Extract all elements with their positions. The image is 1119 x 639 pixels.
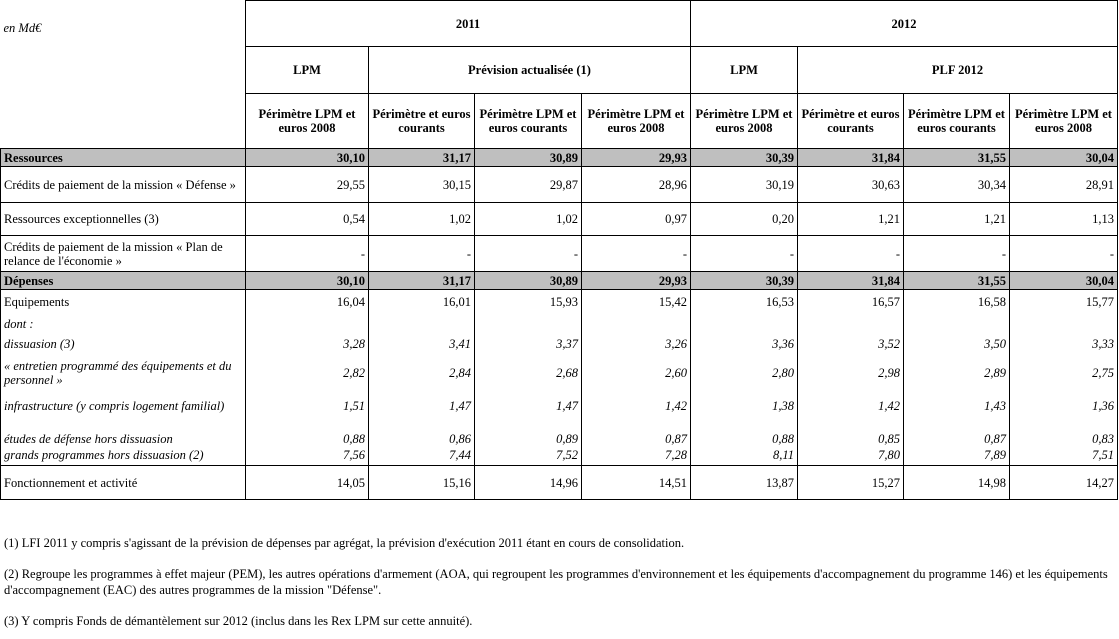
footnote-1: (1) LFI 2011 y compris s'agissant de la prévision de dépenses par agrégat, la prévision d'exécution 2011 étant en cours de consolidation.: [4, 536, 685, 550]
cell: 1,42: [582, 391, 691, 421]
cell: 30,34: [904, 167, 1010, 203]
cell: 30,19: [691, 167, 798, 203]
column-header: Périmètre LPM et euros 2008: [1010, 94, 1118, 149]
cell: 16,01: [369, 290, 475, 314]
cell: 31,17: [369, 149, 475, 167]
row-label: études de défense hors dissuasion: [1, 421, 246, 446]
cell: 3,41: [369, 334, 475, 355]
cell: 0,97: [582, 203, 691, 236]
cell: 2,68: [475, 355, 582, 391]
table-row: [1, 446, 1118, 466]
cell: 7,51: [1010, 446, 1118, 466]
row-label: infrastructure (y compris logement familial): [1, 391, 246, 421]
cell: 30,04: [1010, 272, 1118, 290]
cell: 3,28: [246, 334, 369, 355]
cell: 29,93: [582, 272, 691, 290]
row-label: Equipements: [1, 290, 246, 314]
cell: 2,98: [798, 355, 904, 391]
column-header: Périmètre LPM et euros 2008: [691, 94, 798, 149]
cell: 16,58: [904, 290, 1010, 314]
table-row: [1, 314, 1118, 334]
cell: 30,10: [246, 272, 369, 290]
column-header: Périmètre et euros courants: [798, 94, 904, 149]
cell: 16,53: [691, 290, 798, 314]
cell: 16,04: [246, 290, 369, 314]
column-header: Périmètre LPM et euros courants: [475, 94, 582, 149]
cell: 2,84: [369, 355, 475, 391]
cell: 1,43: [904, 391, 1010, 421]
cell: 16,57: [798, 290, 904, 314]
cell: -: [1010, 236, 1118, 272]
row-label: « entretien programmé des équipements et du personnel »: [1, 355, 246, 391]
cell: 3,36: [691, 334, 798, 355]
column-header: Périmètre LPM et euros courants: [904, 94, 1010, 149]
cell: 1,36: [1010, 391, 1118, 421]
cell: 30,89: [475, 272, 582, 290]
cell: 3,26: [582, 334, 691, 355]
column-header: Périmètre LPM et euros 2008: [582, 94, 691, 149]
table-row: [1, 167, 1118, 203]
cell: 14,96: [475, 466, 582, 500]
cell: 1,42: [798, 391, 904, 421]
unit-label: en Md€: [3, 20, 42, 35]
row-label: Dépenses: [1, 272, 246, 290]
cell: 1,47: [475, 391, 582, 421]
cell: 30,63: [798, 167, 904, 203]
cell: -: [904, 236, 1010, 272]
cell: 30,39: [691, 149, 798, 167]
cell: 29,55: [246, 167, 369, 203]
cell: 30,89: [475, 149, 582, 167]
table-row: [1, 236, 1118, 272]
table-row: [1, 334, 1118, 355]
cell: 3,52: [798, 334, 904, 355]
table-row: [1, 391, 1118, 421]
row-label: grands programmes hors dissuasion (2): [1, 446, 246, 466]
cell: 7,28: [582, 446, 691, 466]
cell: 0,20: [691, 203, 798, 236]
cell: 3,50: [904, 334, 1010, 355]
cell: 15,93: [475, 290, 582, 314]
cell: 15,42: [582, 290, 691, 314]
cell: -: [798, 236, 904, 272]
cell: 30,10: [246, 149, 369, 167]
row-label: Fonctionnement et activité: [1, 466, 246, 500]
table-row: [1, 290, 1118, 314]
cell: 15,27: [798, 466, 904, 500]
subheader-prevision: Prévision actualisée (1): [369, 47, 691, 94]
footnote-2: (2) Regroupe les programmes à effet majeur (PEM), les autres opérations d'armement (AOA, qui regroupent les programmes d'environnement et les équipements d'accompagnement du programme 146) et les équipements d'accompagnement (EAC) des autres programmes de la mission "Défense".: [4, 567, 1108, 597]
table-row: [1, 421, 1118, 446]
cell: 14,05: [246, 466, 369, 500]
cell: 0,86: [369, 421, 475, 446]
cell: 0,88: [246, 421, 369, 446]
cell: 30,04: [1010, 149, 1118, 167]
cell: 0,88: [691, 421, 798, 446]
cell: 7,56: [246, 446, 369, 466]
cell: 2,89: [904, 355, 1010, 391]
cell: 7,80: [798, 446, 904, 466]
cell: 7,89: [904, 446, 1010, 466]
table-row: [1, 203, 1118, 236]
row-label: Ressources exceptionnelles (3): [1, 203, 246, 236]
cell: 1,02: [475, 203, 582, 236]
cell: 30,39: [691, 272, 798, 290]
subheader-lpm-2011: LPM: [246, 47, 369, 94]
cell: 31,17: [369, 272, 475, 290]
row-label: Ressources: [1, 149, 246, 167]
cell: 2,75: [1010, 355, 1118, 391]
cell: 31,55: [904, 149, 1010, 167]
footnote-3: (3) Y compris Fonds de démantèlement sur 2012 (inclus dans les Rex LPM sur cette annuité).: [4, 614, 473, 628]
cell: 8,11: [691, 446, 798, 466]
cell: 29,87: [475, 167, 582, 203]
cell: 31,84: [798, 272, 904, 290]
cell: 0,89: [475, 421, 582, 446]
table-row: [1, 272, 1118, 290]
cell: 1,51: [246, 391, 369, 421]
cell: 15,16: [369, 466, 475, 500]
column-header: Périmètre LPM et euros 2008: [246, 94, 369, 149]
cell: 30,15: [369, 167, 475, 203]
row-label: Crédits de paiement de la mission « Plan de relance de l'économie »: [1, 236, 246, 272]
cell: 13,87: [691, 466, 798, 500]
year-2012-header: 2012: [691, 1, 1118, 47]
cell: -: [691, 236, 798, 272]
cell: 0,85: [798, 421, 904, 446]
cell: -: [369, 236, 475, 272]
cell: 3,33: [1010, 334, 1118, 355]
cell: 1,13: [1010, 203, 1118, 236]
cell: 1,02: [369, 203, 475, 236]
cell: 31,84: [798, 149, 904, 167]
row-label: dont :: [1, 314, 246, 334]
cell: 29,93: [582, 149, 691, 167]
cell: 1,21: [904, 203, 1010, 236]
cell: 0,83: [1010, 421, 1118, 446]
cell: 0,87: [904, 421, 1010, 446]
cell: 14,51: [582, 466, 691, 500]
cell: 3,37: [475, 334, 582, 355]
cell: 7,52: [475, 446, 582, 466]
cell: 0,54: [246, 203, 369, 236]
cell: 14,98: [904, 466, 1010, 500]
column-header: Périmètre et euros courants: [369, 94, 475, 149]
cell: 1,38: [691, 391, 798, 421]
table-row: [1, 149, 1118, 167]
cell: 1,47: [369, 391, 475, 421]
cell: 0,87: [582, 421, 691, 446]
cell: 15,77: [1010, 290, 1118, 314]
cell: 31,55: [904, 272, 1010, 290]
cell: 2,82: [246, 355, 369, 391]
cell: -: [475, 236, 582, 272]
subheader-lpm-2012: LPM: [691, 47, 798, 94]
cell: 2,80: [691, 355, 798, 391]
cell: 14,27: [1010, 466, 1118, 500]
cell: 28,91: [1010, 167, 1118, 203]
cell: -: [246, 236, 369, 272]
cell: 7,44: [369, 446, 475, 466]
row-label: Crédits de paiement de la mission « Défense »: [1, 167, 246, 203]
cell: 28,96: [582, 167, 691, 203]
table-row: [1, 355, 1118, 391]
subheader-plf-2012: PLF 2012: [798, 47, 1118, 94]
year-2011-header: 2011: [246, 1, 691, 47]
cell: 2,60: [582, 355, 691, 391]
table-row: [1, 466, 1118, 500]
cell: -: [582, 236, 691, 272]
cell: 1,21: [798, 203, 904, 236]
row-label: dissuasion (3): [1, 334, 246, 355]
